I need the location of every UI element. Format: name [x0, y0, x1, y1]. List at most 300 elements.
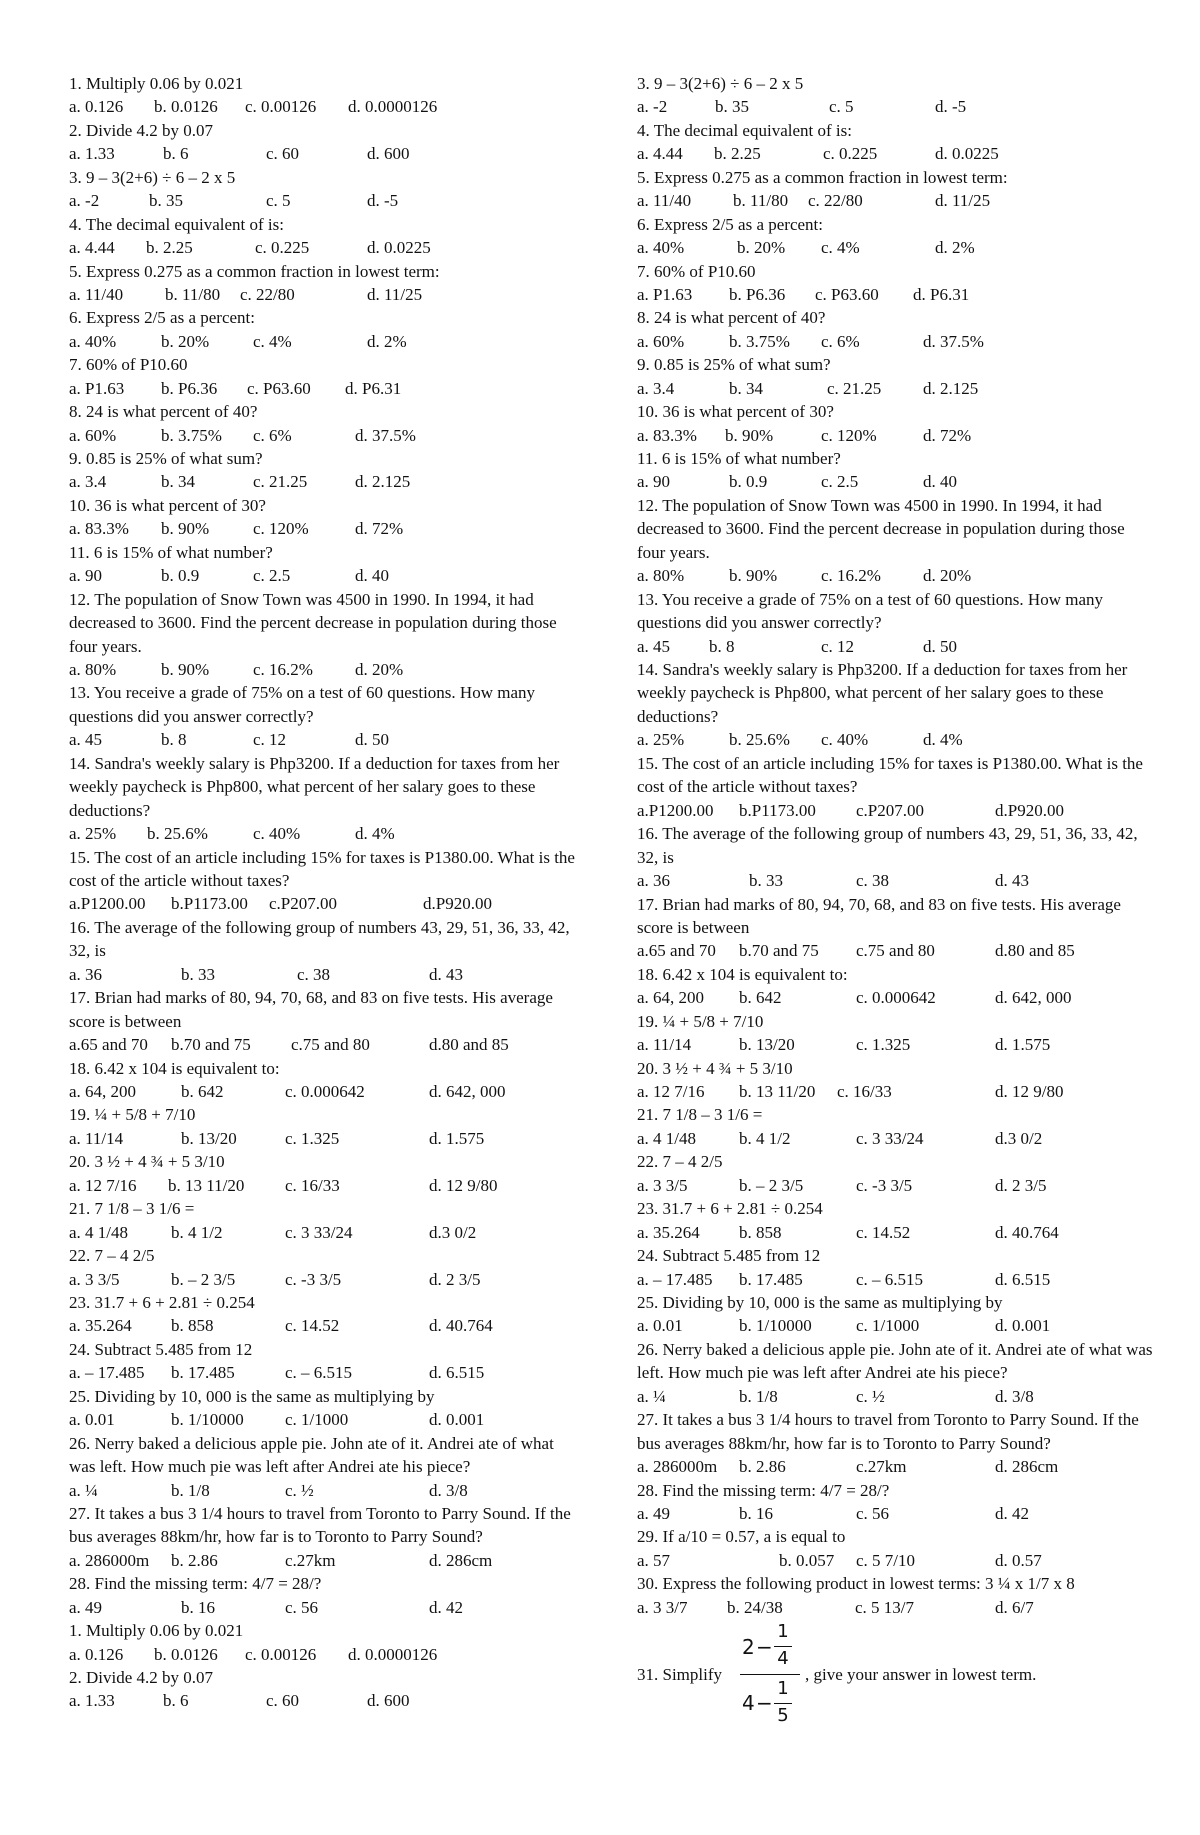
option-d: d. 0.0225 — [935, 144, 999, 164]
answer-options — [637, 330, 1157, 353]
option-d: d. 40 — [355, 566, 389, 586]
answer-options — [69, 1361, 579, 1384]
question-text: 12. The population of Snow Town was 4500 in 1990. In 1994, it had decreased to 3600. Find the percent decrease in population during those four years. — [637, 495, 1125, 562]
option-a: a. 36 — [637, 871, 671, 891]
answer-options — [69, 142, 579, 165]
option-c: c. 5 7/10 — [856, 1550, 916, 1570]
option-a: a.P1200.00 — [69, 894, 146, 914]
option-a: a. 90 — [637, 472, 671, 492]
option-c: c. 38 — [856, 871, 890, 891]
option-b: b. 2.86 — [739, 1457, 786, 1477]
question-text: 13. You receive a grade of 75% on a test of 60 questions. How many questions did you answer correctly? — [637, 589, 1103, 633]
complex-fraction — [740, 1621, 800, 1729]
option-c: c. 12 — [253, 730, 287, 750]
option-b: b. 24/38 — [727, 1597, 783, 1617]
answer-options — [637, 564, 1157, 587]
answer-options — [69, 517, 579, 540]
option-c: c. – 6.515 — [285, 1363, 353, 1383]
option-c: c. 120% — [821, 425, 877, 445]
option-b: b. 35 — [715, 97, 749, 117]
option-d: d.P920.00 — [995, 800, 1064, 820]
option-d: d. 40.764 — [995, 1222, 1059, 1242]
option-c: c. 40% — [821, 730, 869, 750]
option-c: c. 0.225 — [823, 144, 878, 164]
option-b: b. 1/10000 — [171, 1410, 244, 1430]
bottom-den: 5 — [777, 1705, 789, 1727]
option-d: d. 4% — [923, 730, 963, 750]
option-a: a. – 17.485 — [69, 1363, 145, 1383]
question-text: 3. 9 – 3(2+6) ÷ 6 – 2 x 5 — [637, 74, 804, 93]
option-b: b. 34 — [729, 378, 763, 398]
option-c: c. 22/80 — [808, 191, 863, 211]
answer-options — [69, 236, 579, 259]
question-text: 28. Find the missing term: 4/7 = 28/? — [637, 1480, 890, 1500]
answer-options — [69, 1314, 579, 1337]
main-fraction-line — [740, 1674, 800, 1675]
option-b: b. 90% — [161, 659, 210, 679]
option-a: a. – 17.485 — [637, 1269, 713, 1289]
question-text: 17. Brian had marks of 80, 94, 70, 68, and 83 on five tests. His average score is between — [69, 988, 553, 1031]
option-b: b. 0.9 — [161, 566, 200, 586]
question-text: 28. Find the missing term: 4/7 = 28/? — [69, 1574, 322, 1594]
option-c: c. 40% — [253, 824, 301, 844]
option-d: d. 2 3/5 — [429, 1269, 481, 1289]
option-c: c.75 and 80 — [291, 1035, 370, 1055]
right-lines — [637, 72, 1157, 1619]
option-b: b. 858 — [739, 1222, 782, 1242]
option-b: b. – 2 3/5 — [171, 1269, 236, 1289]
option-c: c. 38 — [297, 964, 331, 984]
option-d: d. 37.5% — [355, 425, 416, 445]
answer-options — [637, 1455, 1157, 1478]
option-d: d. 3/8 — [429, 1480, 468, 1500]
option-b: b. 35 — [149, 191, 183, 211]
question-text: 13. You receive a grade of 75% on a test of 60 questions. How many questions did you answer correctly? — [69, 683, 535, 726]
option-b: b. 90% — [161, 519, 210, 539]
option-a: a. 4 1/48 — [69, 1222, 129, 1242]
option-a: a. 11/40 — [637, 191, 692, 211]
option-b: b. 8 — [709, 636, 735, 656]
option-b: b. 4 1/2 — [171, 1222, 223, 1242]
bottom-frac-line — [774, 1703, 792, 1704]
option-a: a. 36 — [69, 964, 103, 984]
answer-options — [637, 1174, 1157, 1197]
option-d: d. 6/7 — [995, 1597, 1034, 1617]
bottom-whole: 4 — [742, 1691, 755, 1716]
option-d: d. 42 — [429, 1597, 463, 1617]
answer-options — [69, 283, 579, 306]
question-text: 24. Subtract 5.485 from 12 — [637, 1246, 821, 1266]
option-d: d. 2% — [367, 331, 407, 351]
option-c: c. -3 3/5 — [285, 1269, 342, 1289]
question-text: 22. 7 – 4 2/5 — [637, 1152, 723, 1172]
option-b: b. 17.485 — [171, 1363, 235, 1383]
option-c: c. – 6.515 — [856, 1269, 924, 1289]
question-text: 2. Divide 4.2 by 0.07 — [69, 120, 214, 140]
answer-options — [69, 1479, 579, 1502]
option-a: a. 1.33 — [69, 1691, 115, 1711]
option-c: c. 1.325 — [856, 1035, 911, 1055]
bottom-num: 1 — [777, 1678, 789, 1700]
option-b: b. 4 1/2 — [739, 1128, 791, 1148]
option-b: b.70 and 75 — [171, 1035, 251, 1055]
option-c: c. 2.5 — [821, 472, 859, 492]
option-d: d. 4% — [355, 824, 395, 844]
answer-options — [637, 1033, 1157, 1056]
answer-options — [637, 939, 1157, 962]
option-d: d. 642, 000 — [429, 1082, 506, 1102]
answer-options — [637, 424, 1157, 447]
option-c: c.P207.00 — [856, 800, 924, 820]
option-b: b. 13 11/20 — [168, 1175, 245, 1195]
option-c: c.27km — [285, 1550, 336, 1570]
option-b: b. 34 — [161, 472, 195, 492]
option-a: a. 3.4 — [637, 378, 675, 398]
option-d: d. 11/25 — [935, 191, 991, 211]
option-d: d. 286cm — [995, 1457, 1059, 1477]
question-text: 10. 36 is what percent of 30? — [637, 402, 834, 422]
option-c: c. 1/1000 — [285, 1410, 349, 1430]
option-d: d. 11/25 — [367, 284, 423, 304]
option-d: d. 40.764 — [429, 1316, 493, 1336]
option-d: d. 43 — [429, 964, 463, 984]
option-a: a. 12 7/16 — [69, 1175, 137, 1195]
option-b: b. 25.6% — [147, 824, 208, 844]
option-c: c. P63.60 — [815, 284, 879, 304]
option-b: b. 13/20 — [739, 1035, 795, 1055]
option-d: d. 600 — [367, 144, 410, 164]
option-d: d.3 0/2 — [429, 1222, 477, 1242]
question-text: 23. 31.7 + 6 + 2.81 ÷ 0.254 — [637, 1199, 823, 1219]
option-c: c. 56 — [285, 1597, 319, 1617]
option-b: b. 8 — [161, 730, 187, 750]
option-c: c. 5 — [266, 191, 291, 211]
question-text: 15. The cost of an article including 15% for taxes is P1380.00. What is the cost of the article without taxes? — [69, 847, 575, 891]
option-a: a. 1.33 — [69, 144, 115, 164]
question-text: 30. Express the following product in lowest terms: 3 ¼ x 1/7 x 8 — [637, 1574, 1075, 1594]
answer-options — [69, 189, 579, 212]
option-c: c. 14.52 — [856, 1222, 911, 1242]
option-c: c. 4% — [821, 238, 860, 258]
option-c: c. 21.25 — [253, 472, 308, 492]
option-c: c. 60 — [266, 144, 300, 164]
option-c: c. 16.2% — [821, 566, 881, 586]
answer-options — [69, 1221, 579, 1244]
question-text: 14. Sandra's weekly salary is Php3200. If a deduction for taxes from her weekly paycheck is Php800, what percent of her salary goes to these deductions? — [69, 753, 560, 820]
option-d: d. 0.0000126 — [348, 97, 438, 117]
option-b: b. 1/8 — [739, 1386, 778, 1406]
option-d: d. 0.57 — [995, 1550, 1042, 1570]
question-text: 20. 3 ½ + 4 ¾ + 5 3/10 — [69, 1152, 225, 1172]
option-a: a. 0.126 — [69, 1644, 124, 1664]
question-text: 14. Sandra's weekly salary is Php3200. If a deduction for taxes from her weekly paycheck is Php800, what percent of her salary goes to these deductions? — [637, 660, 1128, 726]
option-a: a. 0.01 — [637, 1316, 683, 1336]
answer-options — [637, 283, 1157, 306]
option-c: c. 0.225 — [255, 238, 310, 258]
option-d: d. 72% — [355, 519, 404, 539]
option-b: b. 858 — [171, 1316, 214, 1336]
option-a: a.65 and 70 — [69, 1035, 148, 1055]
option-d: d. 286cm — [429, 1550, 493, 1570]
option-a: a. 3 3/5 — [69, 1269, 120, 1289]
option-a: a. -2 — [69, 191, 100, 211]
option-a: a. 35.264 — [69, 1316, 132, 1336]
option-a: a. 60% — [69, 425, 117, 445]
top-frac-line — [774, 1646, 792, 1647]
option-b: b.70 and 75 — [739, 941, 819, 961]
top-den: 4 — [777, 1648, 789, 1670]
answer-options — [69, 1549, 579, 1572]
answer-options — [637, 1268, 1157, 1291]
option-a: a. 80% — [637, 566, 685, 586]
option-d: d. -5 — [935, 97, 967, 117]
option-a: a. 60% — [637, 331, 685, 351]
option-b: b. 3.75% — [729, 331, 790, 351]
question-text: 4. The decimal equivalent of is: — [637, 120, 852, 140]
answer-options — [69, 377, 579, 400]
option-d: d. 2.125 — [923, 378, 979, 398]
option-b: b. 90% — [725, 425, 774, 445]
question-text: 6. Express 2/5 as a percent: — [69, 308, 255, 328]
option-d: d.80 and 85 — [995, 941, 1075, 961]
answer-options — [637, 728, 1157, 751]
option-c: c. 6% — [821, 331, 860, 351]
question-text: 25. Dividing by 10, 000 is the same as multiplying by — [69, 1386, 435, 1406]
answer-options — [69, 470, 579, 493]
answer-options — [69, 1268, 579, 1291]
option-d: d. 600 — [367, 1691, 410, 1711]
option-d: d. -5 — [367, 191, 399, 211]
bottom-minus: − — [756, 1691, 773, 1716]
question-text: 17. Brian had marks of 80, 94, 70, 68, and 83 on five tests. His average score is between — [637, 894, 1121, 937]
top-num: 1 — [777, 1621, 789, 1643]
option-a: a.P1200.00 — [637, 800, 714, 820]
option-b: b. 6 — [163, 1691, 189, 1711]
answer-options — [637, 142, 1157, 165]
option-d: d. P6.31 — [345, 378, 402, 398]
top-whole: 2 — [742, 1635, 755, 1660]
option-a: a. 45 — [637, 636, 671, 656]
answer-options — [69, 1174, 579, 1197]
option-d: d. P6.31 — [913, 284, 970, 304]
option-b: b. 17.485 — [739, 1269, 803, 1289]
option-d: d. 43 — [995, 871, 1029, 891]
answer-options — [69, 564, 579, 587]
option-d: d. 1.575 — [429, 1128, 485, 1148]
option-a: a. 40% — [69, 331, 117, 351]
question-text: 7. 60% of P10.60 — [69, 355, 188, 375]
option-c: c. 56 — [856, 1503, 890, 1523]
option-c: c. 60 — [266, 1691, 300, 1711]
option-b: b. 16 — [181, 1597, 215, 1617]
option-c: c. -3 3/5 — [856, 1175, 913, 1195]
question-text: 19. ¼ + 5/8 + 7/10 — [69, 1105, 196, 1125]
option-b: b. 25.6% — [729, 730, 790, 750]
question-text: 8. 24 is what percent of 40? — [637, 308, 826, 328]
answer-options — [637, 799, 1157, 822]
option-b: b. 1/8 — [171, 1480, 210, 1500]
option-d: d.3 0/2 — [995, 1128, 1043, 1148]
option-a: a. 83.3% — [69, 519, 129, 539]
option-d: d. 2.125 — [355, 472, 411, 492]
answer-options — [637, 236, 1157, 259]
option-d: d. 0.0225 — [367, 238, 431, 258]
question-text: 3. 9 – 3(2+6) ÷ 6 – 2 x 5 — [69, 167, 236, 187]
option-b: b. 2.25 — [146, 238, 193, 258]
option-a: a. 64, 200 — [69, 1082, 137, 1102]
question-text: 26. Nerry baked a delicious apple pie. John ate of it. Andrei ate of what was left. How much pie was left after Andrei ate his piece? — [69, 1433, 554, 1477]
question-text: 7. 60% of P10.60 — [637, 261, 756, 281]
option-a: a. 49 — [637, 1503, 671, 1523]
option-c: c.27km — [856, 1457, 907, 1477]
option-b: b. 0.0126 — [154, 1644, 218, 1664]
option-d: d. 1.575 — [995, 1035, 1051, 1055]
answer-options — [69, 892, 579, 915]
answer-options — [69, 822, 579, 845]
option-d: d. 0.001 — [995, 1316, 1051, 1336]
option-c: c.P207.00 — [269, 894, 337, 914]
answer-options — [637, 986, 1157, 1009]
option-b: b. 0.057 — [779, 1550, 835, 1570]
question-text: 23. 31.7 + 6 + 2.81 ÷ 0.254 — [69, 1292, 255, 1312]
question-text: 4. The decimal equivalent of is: — [69, 214, 284, 234]
option-c: c. 3 33/24 — [856, 1128, 924, 1148]
option-a: a. 0.126 — [69, 97, 124, 117]
option-d: d. 0.0000126 — [348, 1644, 438, 1664]
answer-options — [69, 1408, 579, 1431]
question-text: 24. Subtract 5.485 from 12 — [69, 1339, 253, 1359]
option-d: d.80 and 85 — [429, 1035, 509, 1055]
option-b: b. 20% — [737, 238, 786, 258]
answer-options — [637, 1549, 1157, 1572]
option-c: c. 0.000642 — [856, 988, 936, 1008]
question-text: 26. Nerry baked a delicious apple pie. John ate of it. Andrei ate of what was left. How much pie was left after Andrei ate his piece? — [637, 1339, 1153, 1383]
answer-options — [69, 95, 579, 118]
question-text: 8. 24 is what percent of 40? — [69, 402, 258, 422]
option-b: b. 33 — [181, 964, 215, 984]
option-c: c. 21.25 — [827, 378, 882, 398]
option-a: a. 49 — [69, 1597, 103, 1617]
option-a: a. 57 — [637, 1550, 671, 1570]
option-a: a. P1.63 — [637, 284, 693, 304]
answer-options — [637, 1127, 1157, 1150]
option-a: a. 3 3/7 — [637, 1597, 688, 1617]
option-a: a. 35.264 — [637, 1222, 700, 1242]
option-c: c. 5 — [829, 97, 854, 117]
question-text: 6. Express 2/5 as a percent: — [637, 214, 823, 234]
answer-options — [69, 330, 579, 353]
option-b: b.P1173.00 — [739, 800, 816, 820]
option-a: a. 11/40 — [69, 284, 124, 304]
question-text: 11. 6 is 15% of what number? — [637, 449, 841, 468]
option-a: a. 3.4 — [69, 472, 107, 492]
answer-options — [69, 1127, 579, 1150]
option-a: a. 45 — [69, 730, 103, 750]
option-b: b. 2.86 — [171, 1550, 218, 1570]
answer-options — [69, 1689, 579, 1712]
question-text: 11. 6 is 15% of what number? — [69, 542, 273, 562]
option-c: c. P63.60 — [247, 378, 311, 398]
option-a: a. 4.44 — [637, 144, 683, 164]
answer-options — [69, 1643, 579, 1666]
option-b: b. 0.9 — [729, 472, 768, 492]
answer-options — [637, 1596, 1157, 1619]
option-b: b. 11/80 — [733, 191, 789, 211]
option-c: c. 0.000642 — [285, 1082, 365, 1102]
right-column — [637, 72, 1157, 1729]
option-b: b. 11/80 — [165, 284, 221, 304]
option-b: b. 16 — [739, 1503, 773, 1523]
option-a: a. 80% — [69, 659, 117, 679]
question-text: 12. The population of Snow Town was 4500 in 1990. In 1994, it had decreased to 3600. Find the percent decrease in population during those four years. — [69, 589, 557, 656]
answer-options — [637, 377, 1157, 400]
option-b: b. 33 — [749, 871, 783, 891]
option-c: c. 22/80 — [240, 284, 295, 304]
answer-options — [69, 963, 579, 986]
option-c: c. 5 13/7 — [855, 1597, 915, 1617]
option-b: b. 2.25 — [714, 144, 761, 164]
option-c: c. 120% — [253, 519, 309, 539]
option-d: d. 50 — [355, 730, 389, 750]
question-text: 18. 6.42 x 104 is equivalent to: — [69, 1058, 280, 1078]
option-a: a. 11/14 — [69, 1128, 124, 1148]
question-text: 19. ¼ + 5/8 + 7/10 — [637, 1011, 764, 1031]
answer-options — [69, 728, 579, 751]
option-d: d. 642, 000 — [995, 988, 1072, 1008]
option-c: c. 0.00126 — [245, 97, 317, 117]
option-a: a. 83.3% — [637, 425, 697, 445]
answer-options — [69, 424, 579, 447]
answer-options — [637, 1385, 1157, 1408]
question-text: 21. 7 1/8 – 3 1/6 = — [69, 1199, 195, 1219]
option-a: a. -2 — [637, 97, 668, 117]
option-b: b. 13/20 — [181, 1128, 237, 1148]
option-b: b. 6 — [163, 144, 189, 164]
option-a: a. P1.63 — [69, 378, 125, 398]
question-text: 22. 7 – 4 2/5 — [69, 1246, 155, 1266]
question-text: 15. The cost of an article including 15% for taxes is P1380.00. What is the cost of the article without taxes? — [637, 753, 1143, 797]
question-text: 9. 0.85 is 25% of what sum? — [69, 449, 263, 468]
answer-options — [637, 1080, 1157, 1103]
option-b: b. 13 11/20 — [739, 1082, 816, 1102]
option-d: d.P920.00 — [423, 894, 492, 914]
question-text: 29. If a/10 = 0.57, a is equal to — [637, 1527, 846, 1547]
option-a: a. 25% — [637, 730, 685, 750]
option-d: d. 6.515 — [995, 1269, 1051, 1289]
option-a: a. 0.01 — [69, 1410, 115, 1430]
answer-options — [637, 635, 1157, 658]
option-c: c. 1.325 — [285, 1128, 340, 1148]
answer-options — [637, 470, 1157, 493]
answer-options — [637, 189, 1157, 212]
question-text: 27. It takes a bus 3 1/4 hours to travel from Toronto to Parry Sound. If the bus averages 88km/hr, how far is to Toronto to Parry Sound? — [637, 1410, 1139, 1453]
option-b: b. P6.36 — [729, 284, 786, 304]
answer-options — [637, 1314, 1157, 1337]
question-text: 1. Multiply 0.06 by 0.021 — [69, 1621, 244, 1641]
option-c: c. 4% — [253, 331, 292, 351]
option-d: d. 72% — [923, 425, 972, 445]
question-text: 18. 6.42 x 104 is equivalent to: — [637, 964, 848, 984]
option-d: d. 2 3/5 — [995, 1175, 1047, 1195]
option-b: b. 0.0126 — [154, 97, 218, 117]
option-d: d. 20% — [355, 659, 404, 679]
answer-options — [69, 658, 579, 681]
option-d: d. 0.001 — [429, 1410, 485, 1430]
question-text: 25. Dividing by 10, 000 is the same as multiplying by — [637, 1292, 1003, 1312]
option-b: b. P6.36 — [161, 378, 218, 398]
option-a: a. 64, 200 — [637, 988, 705, 1008]
question-text: 1. Multiply 0.06 by 0.021 — [69, 74, 244, 93]
